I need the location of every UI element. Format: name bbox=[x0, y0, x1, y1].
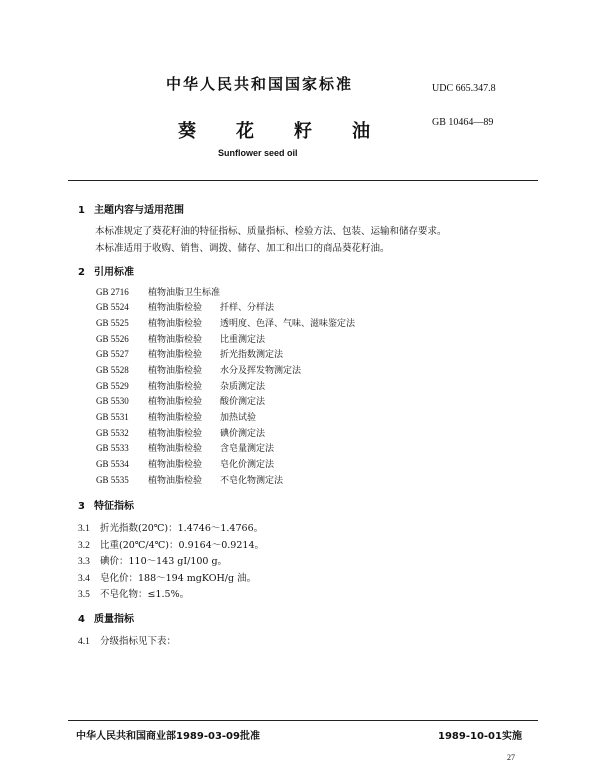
reference-item bbox=[96, 379, 265, 392]
reference-code: GB 5533 bbox=[96, 443, 129, 453]
section-title: 特征指标 bbox=[94, 501, 134, 512]
section-2-heading bbox=[78, 263, 134, 278]
reference-item bbox=[96, 473, 283, 486]
reference-item bbox=[96, 394, 265, 407]
reference-code: GB 5532 bbox=[96, 428, 129, 438]
section-number: 3 bbox=[78, 501, 85, 512]
reference-code: GB 5530 bbox=[96, 396, 129, 406]
item-text: 分级指标见下表： bbox=[100, 636, 177, 647]
implementation-date: 1989-10-01实施 bbox=[438, 731, 522, 742]
item-number: 3.4 bbox=[78, 574, 90, 584]
reference-title: 植物油脂检验 bbox=[148, 335, 203, 345]
spec-item bbox=[78, 570, 256, 584]
spec-item bbox=[78, 553, 227, 567]
item-text: 不皂化物：≤1.5%。 bbox=[100, 589, 190, 600]
reference-code: GB 5534 bbox=[96, 459, 129, 469]
standard-code: GB 10464—89 bbox=[432, 117, 494, 128]
section-title: 主题内容与适用范围 bbox=[94, 205, 184, 216]
item-text: 碘价：110～143 gI/100 g。 bbox=[100, 556, 228, 567]
reference-topic: 酸价测定法 bbox=[220, 397, 266, 407]
title-char: 油 bbox=[352, 121, 370, 142]
item-text: 比重(20℃/4℃)：0.9164～0.9214。 bbox=[100, 540, 264, 551]
reference-title: 植物油脂检验 bbox=[148, 476, 203, 486]
approval-date: 中华人民共和国商业部1989-03-09批准 bbox=[76, 731, 260, 742]
reference-title: 植物油脂检验 bbox=[148, 382, 203, 392]
reference-topic: 不皂化物测定法 bbox=[220, 476, 284, 486]
header-divider bbox=[68, 180, 538, 181]
footer-divider bbox=[68, 720, 538, 721]
reference-item bbox=[96, 410, 256, 423]
udc-code: UDC 665.347.8 bbox=[432, 83, 496, 94]
reference-title: 植物油脂检验 bbox=[148, 429, 203, 439]
reference-title: 植物油脂检验 bbox=[148, 397, 203, 407]
page-number: 27 bbox=[507, 753, 515, 762]
title-char: 花 bbox=[236, 121, 254, 142]
title-char: 籽 bbox=[294, 121, 312, 142]
spec-item bbox=[78, 586, 189, 600]
reference-code: GB 2716 bbox=[96, 287, 129, 297]
section-4-heading bbox=[78, 610, 134, 625]
reference-code: GB 5529 bbox=[96, 381, 129, 391]
item-number: 3.1 bbox=[78, 524, 90, 534]
item-text: 折光指数(20℃)：1.4746～1.4766。 bbox=[100, 523, 264, 534]
item-text: 皂化价：188～194 mgKOH/g 油。 bbox=[100, 573, 257, 584]
reference-title: 植物油脂检验 bbox=[148, 460, 203, 470]
reference-item bbox=[96, 332, 265, 345]
english-title: Sunflower seed oil bbox=[218, 148, 298, 158]
reference-title: 植物油脂检验 bbox=[148, 413, 203, 423]
reference-item bbox=[96, 347, 283, 360]
spec-item bbox=[78, 633, 176, 647]
reference-title: 植物油脂检验 bbox=[148, 303, 203, 313]
reference-title: 植物油脂检验 bbox=[148, 350, 203, 360]
section-number: 1 bbox=[78, 205, 85, 216]
reference-topic: 杂质测定法 bbox=[220, 382, 266, 392]
reference-item bbox=[96, 457, 274, 470]
item-number: 3.5 bbox=[78, 590, 90, 600]
reference-code: GB 5525 bbox=[96, 318, 129, 328]
document-title bbox=[178, 117, 410, 143]
reference-code: GB 5524 bbox=[96, 302, 129, 312]
reference-code: GB 5535 bbox=[96, 475, 129, 485]
reference-title: 植物油脂检验 bbox=[148, 366, 203, 376]
section-1-heading bbox=[78, 201, 184, 216]
item-number: 3.2 bbox=[78, 541, 90, 551]
item-number: 3.3 bbox=[78, 557, 90, 567]
reference-topic: 碘价测定法 bbox=[220, 429, 266, 439]
reference-item bbox=[96, 363, 301, 376]
reference-topic: 扦样、分样法 bbox=[220, 303, 275, 313]
reference-topic: 比重测定法 bbox=[220, 335, 266, 345]
section-number: 4 bbox=[78, 614, 85, 625]
reference-item bbox=[96, 285, 220, 298]
reference-item bbox=[96, 441, 274, 454]
reference-topic: 折光指数测定法 bbox=[220, 350, 284, 360]
reference-code: GB 5527 bbox=[96, 349, 129, 359]
spec-item bbox=[78, 520, 263, 534]
reference-topic: 水分及挥发物测定法 bbox=[220, 366, 302, 376]
reference-item bbox=[96, 316, 355, 329]
reference-code: GB 5531 bbox=[96, 412, 129, 422]
reference-title: 植物油脂卫生标准 bbox=[148, 288, 221, 298]
section-3-heading bbox=[78, 497, 134, 512]
section-title: 引用标准 bbox=[94, 267, 134, 278]
reference-code: GB 5526 bbox=[96, 334, 129, 344]
reference-topic: 含皂量测定法 bbox=[220, 444, 275, 454]
reference-item bbox=[96, 426, 265, 439]
reference-title: 植物油脂检验 bbox=[148, 444, 203, 454]
section-title: 质量指标 bbox=[94, 614, 134, 625]
title-char: 葵 bbox=[178, 121, 196, 142]
spec-item bbox=[78, 537, 264, 551]
reference-topic: 透明度、色泽、气味、滋味鉴定法 bbox=[220, 319, 356, 329]
reference-item bbox=[96, 300, 274, 313]
reference-topic: 加热试验 bbox=[220, 413, 257, 423]
paragraph: 本标准规定了葵花籽油的特征指标、质量指标、检验方法、包装、运输和储存要求。 bbox=[95, 226, 447, 237]
paragraph: 本标准适用于收购、销售、调拨、储存、加工和出口的商品葵花籽油。 bbox=[95, 243, 390, 254]
national-standard-heading: 中华人民共和国国家标准 bbox=[166, 75, 354, 93]
reference-topic: 皂化价测定法 bbox=[220, 460, 275, 470]
reference-title: 植物油脂检验 bbox=[148, 319, 203, 329]
reference-code: GB 5528 bbox=[96, 365, 129, 375]
item-number: 4.1 bbox=[78, 637, 90, 647]
section-number: 2 bbox=[78, 267, 85, 278]
